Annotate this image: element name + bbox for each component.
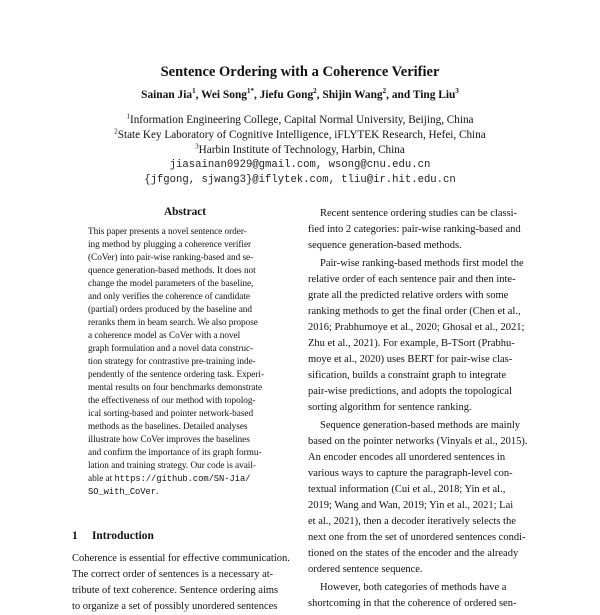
author-sup: 2 (382, 87, 387, 96)
body-line: sification, builds a constraint graph to integrate (308, 370, 506, 381)
affiliation-text: Information Engineering College, Capital Normal University, Beijing, China (129, 114, 474, 126)
abstract-heading: Abstract (163, 206, 207, 218)
author-name: Ting Liu (412, 89, 456, 101)
body-line: shortcoming in that the coherence of ordered sen- (308, 598, 517, 609)
body-line: Zhu et al., 2021). For example, B-TSort (Prabhu- (308, 338, 515, 349)
body-line: next one from the set of unordered sentences condi- (308, 532, 526, 543)
author-sup: 1* (246, 87, 254, 96)
author-name: Wei Song (201, 89, 247, 101)
body-line: various ways to capture the paragraph-level con- (308, 468, 513, 479)
body-line: et al., 2021), then a decoder iteratively selects the (308, 516, 516, 527)
abstract-line: and confirm the importance of its graph formu- (88, 448, 262, 458)
body-line: 2016; Prabhumoye et al., 2020; Ghosal et al., 2021; (308, 322, 525, 333)
body-line: tribute of text coherence. Sentence ordering aims (72, 585, 279, 596)
abstract-line: a coherence model as CoVer with a novel (88, 331, 241, 341)
abstract-line: ing method by plugging a coherence verifier (88, 240, 252, 250)
affiliation-sup: 3 (195, 142, 199, 151)
body-line-text: Recent sentence ordering studies can be classi- (320, 208, 518, 219)
body-line (308, 256, 534, 272)
body-line-text: Pair-wise ranking-based methods first model the (320, 258, 524, 269)
abstract-line (88, 473, 303, 486)
abstract-line: (partial) orders produced by the baseline and (88, 305, 252, 315)
body-line: ranking methods to get the final order (Chen et al., (308, 306, 521, 317)
body-line: based on the pointer networks (Vinyals et al., 2015). (308, 436, 528, 447)
section-number: 1 (72, 530, 78, 542)
abstract-line: the effectiveness of our method with topolog- (88, 396, 256, 406)
abstract-line: This paper presents a novel sentence order- (88, 227, 247, 237)
body-line-text: However, both categories of methods have a (320, 582, 507, 593)
affiliation-2 (0, 129, 600, 141)
author-and: and (391, 89, 413, 101)
section-title: Introduction (92, 530, 154, 542)
body-line (308, 418, 534, 434)
abstract-line: lation and training strategy. Our code is avail- (88, 461, 256, 471)
affiliation-3 (0, 144, 600, 156)
body-line (308, 206, 534, 222)
email-line-1: jiasainan0929@gmail.com, wsong@cnu.edu.cn (169, 159, 431, 171)
section-heading (72, 530, 302, 542)
abstract-line: ical sorting-based and pointer network-based (88, 409, 254, 419)
affiliation-text: State Key Laboratory of Cognitive Intelligence, iFLYTEK Research, Hefei, China (117, 129, 486, 141)
author-name: Jiefu Gong (259, 89, 314, 101)
body-line: moye et al., 2020) uses BERT for pair-wise clas- (308, 354, 513, 365)
author-sup: 2 (313, 87, 317, 96)
affiliation-text: Harbin Institute of Technology, Harbin, China (198, 144, 405, 156)
abstract-line: tion strategy for contrastive pre-training inde- (88, 357, 256, 367)
email-line-2: {jfgong, sjwang3}@iflytek.com, tliu@ir.hit.edu.cn (144, 174, 456, 186)
abstract-code-suffix: . (155, 487, 159, 497)
body-line: Coherence is essential for effective communication. (72, 553, 290, 564)
affiliation-sup: 2 (114, 127, 118, 136)
abstract-line: (CoVer) into pair-wise ranking-based and se- (88, 253, 254, 263)
body-line: The correct order of sentences is a necessary at- (72, 569, 274, 580)
author-name: Sainan Jia (141, 89, 193, 101)
author-name: Shijin Wang (322, 89, 383, 101)
abstract-line (88, 486, 303, 499)
body-line: sequence generation-based methods. (308, 240, 462, 251)
abstract-line: pendently of the sentence ordering task. Experi- (88, 370, 264, 380)
author-sup: 3 (455, 87, 459, 96)
author-separator: , (316, 89, 323, 101)
body-line-text: Sequence generation-based methods are mainly (320, 420, 521, 431)
abstract-line: quence generation-based methods. It does not (88, 266, 256, 276)
author-separator: , (195, 89, 202, 101)
abstract-line: graph formulation and a novel data construc- (88, 344, 254, 354)
abstract-code-prefix: able at (88, 474, 115, 484)
author-list (0, 89, 600, 101)
author-separator: , (386, 89, 392, 101)
code-link-continued[interactable]: SO_with_CoVer (88, 487, 156, 497)
body-line: to organize a set of possibly unordered sentences (72, 601, 278, 612)
body-line: grate all the predicted relative orders with some (308, 290, 509, 301)
affiliation-sup: 1 (126, 112, 130, 121)
body-line: sorting algorithm for sentence ranking. (308, 402, 472, 413)
abstract-line: illustrate how CoVer improves the baselines (88, 435, 250, 445)
paper-title: Sentence Ordering with a Coherence Verifier (160, 64, 440, 80)
author-separator: , (253, 89, 260, 101)
code-link[interactable]: https://github.com/SN-Jia/ (114, 474, 251, 484)
body-line: tioned on the states of the encoder and the already (308, 548, 519, 559)
affiliation-1 (0, 114, 600, 126)
body-line: relative order of each sentence pair and then inte- (308, 274, 516, 285)
author-sup: 1 (192, 87, 196, 96)
abstract-line: methods as the baselines. Detailed analyses (88, 422, 248, 432)
body-line: 2019; Wang and Wan, 2019; Yin et al., 2021; Lai (308, 500, 514, 511)
abstract-line: mental results on four benchmarks demonstrate (88, 383, 263, 393)
body-line: textual information (Cui et al., 2018; Yin et al., (308, 484, 506, 495)
body-line: ordered sentence sequence. (308, 564, 423, 575)
body-line: An encoder encodes all unordered sentences in (308, 452, 506, 463)
abstract-line: and only verifies the coherence of candidate (88, 292, 250, 302)
abstract-line: reranks them in beam search. We also propose (88, 318, 258, 328)
abstract-line: change the model parameters of the baseline, (88, 279, 254, 289)
body-line (308, 580, 534, 596)
body-line: fied into 2 categories: pair-wise ranking-based and (308, 224, 521, 235)
body-line: pair-wise predictions, and adopts the topological (308, 386, 512, 397)
